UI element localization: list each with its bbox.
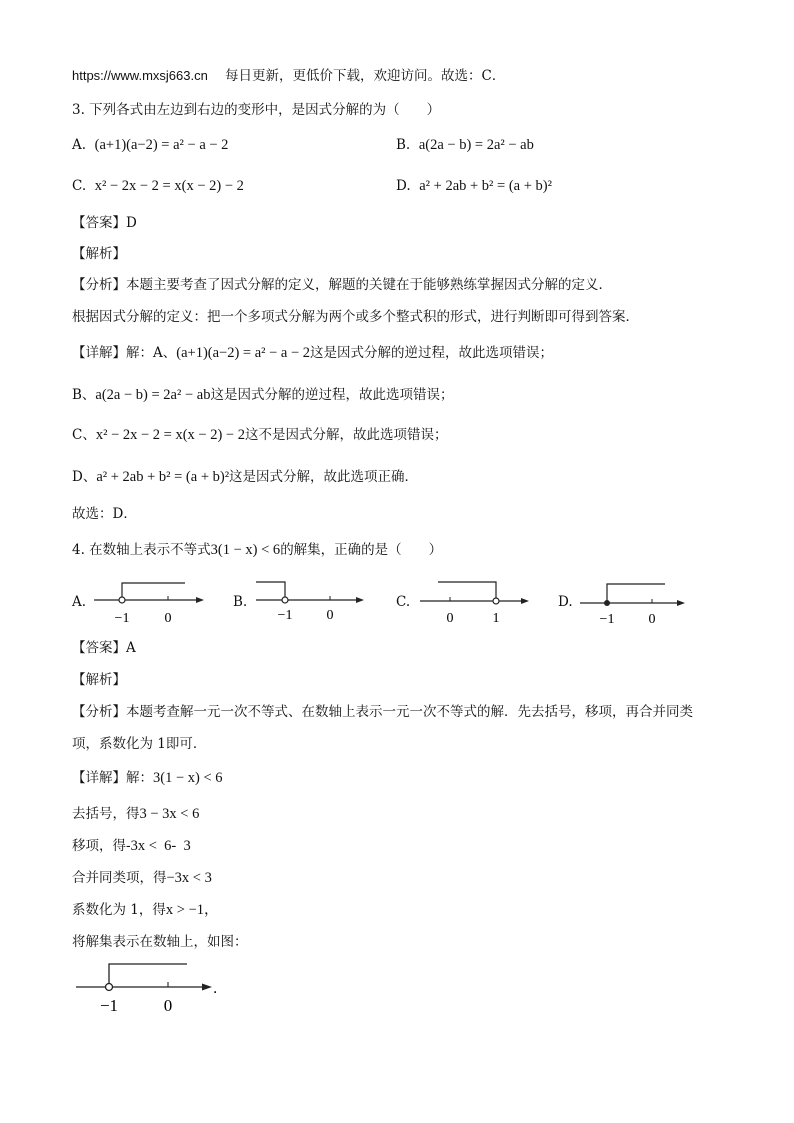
q4-option-b-numberline [252, 576, 367, 626]
arrow-head [521, 598, 529, 604]
q3-analysis-title: 【解析】 [72, 246, 126, 262]
q3-option-c: C. x² − 2x − 2 = x(x − 2) − 2 [72, 178, 244, 194]
q4-option-b-label: B. [233, 594, 248, 610]
tick-label: −1 [114, 611, 130, 626]
q4-option-a-label: A. [72, 594, 87, 610]
q3-stem: 3. 下列各式由左边到右边的变形中，是因式分解的为（ ） [72, 102, 441, 118]
q3-option-a: A. (a+1)(a−2) = a² − a − 2 [72, 137, 229, 153]
trailing-period: ． [213, 981, 227, 997]
q3-conclusion: 故选：D． [72, 506, 137, 522]
tick-label: 0 [326, 608, 334, 623]
solution-bracket [438, 582, 496, 601]
q3-analysis: 【分析】本题主要考查了因式分解的定义，解题的关键在于能够熟练掌握因式分解的定义． [72, 277, 612, 293]
tick-label: 0 [446, 611, 454, 626]
solution-bracket [607, 584, 665, 603]
open-circle [106, 984, 113, 991]
header-line [72, 67, 505, 85]
solution-bracket [122, 583, 185, 600]
tick-label: 0 [164, 611, 172, 626]
open-circle [493, 598, 499, 604]
q4-option-c-label: C. [396, 594, 411, 610]
q4-analysis-line2: 项，系数化为 1即可． [72, 736, 207, 752]
q3-option-d: D. a² + 2ab + b² = (a + b)² [396, 178, 552, 194]
q4-step-3: 合并同类项，得−3x < 3 [72, 870, 212, 886]
q4-step-2: 移项，得-3x < 6- 3 [72, 838, 191, 854]
q4-stem: 4. 在数轴上表示不等式3(1 − x) < 6的解集，正确的是（ ） [72, 542, 443, 558]
q3-detail-a: 【详解】解：A、(a+1)(a−2) = a² − a − 2这是因式分解的逆过程，故此选项错误； [72, 345, 554, 361]
tick-label: −1 [277, 608, 293, 623]
q4-step-1: 去括号，得3 − 3x < 6 [72, 806, 200, 822]
q4-analysis-line1: 【分析】本题考查解一元一次不等式、在数轴上表示一元一次不等式的解．先去括号，移项，再合并同类 [72, 704, 693, 720]
q4-final-text: 将解集表示在数轴上，如图： [72, 934, 248, 950]
q4-option-d-label: D. [558, 594, 573, 610]
q4-detail: 【详解】解：3(1 − x) < 6 [72, 770, 223, 786]
arrow-head [196, 597, 204, 603]
q4-step-4: 系数化为 1，得x > −1， [72, 902, 219, 918]
q3-answer: 【答案】D [72, 215, 137, 231]
tick-label: 1 [492, 611, 500, 626]
q4-analysis-title: 【解析】 [72, 672, 126, 688]
solution-bracket [256, 582, 285, 600]
q3-detail-c: C、x² − 2x − 2 = x(x − 2) − 2这不是因式分解，故此选项错误； [72, 427, 448, 443]
tick-label: −1 [99, 996, 119, 1015]
q4-option-d-numberline [578, 576, 690, 628]
q4-final-numberline [72, 958, 232, 1018]
q4-option-c-numberline [416, 576, 536, 628]
tick-label: 0 [648, 612, 656, 627]
open-circle [119, 597, 125, 603]
arrow-head [677, 600, 685, 606]
q3-detail-d: D、a² + 2ab + b² = (a + b)²这是因式分解，故此选项正确． [72, 469, 419, 485]
tick-label: 0 [163, 996, 173, 1015]
solid-dot [604, 600, 610, 606]
q3-option-b: B. a(2a − b) = 2a² − ab [396, 137, 534, 153]
q4-answer: 【答案】A [72, 640, 136, 656]
arrow-head [202, 984, 212, 991]
q3-detail-b: B、a(2a − b) = 2a² − ab这是因式分解的逆过程，故此选项错误； [72, 387, 454, 403]
header-url[interactable]: https://www.mxsj663.cn [72, 68, 208, 83]
tick-label: −1 [599, 612, 615, 627]
header-slogan: 每日更新，更低价下载，欢迎访问。故选：C． [225, 68, 506, 84]
q3-method: 根据因式分解的定义：把一个多项式分解为两个或多个整式积的形式，进行判断即可得到答案． [72, 309, 639, 325]
q4-option-a-numberline [92, 578, 207, 628]
open-circle [282, 597, 288, 603]
solution-bracket [109, 964, 187, 987]
arrow-head [356, 597, 364, 603]
